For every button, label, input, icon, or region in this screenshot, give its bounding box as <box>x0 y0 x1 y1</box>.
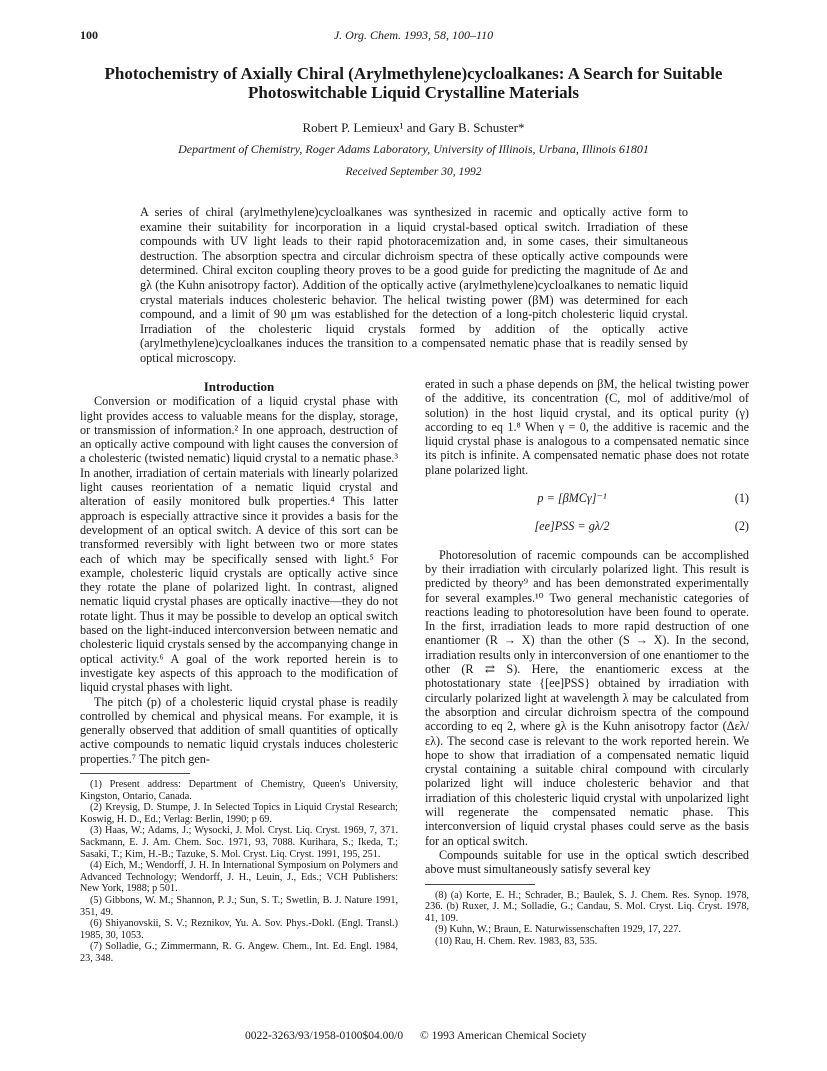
footnote: (3) Haas, W.; Adams, J.; Wysocki, J. Mol. Cryst. Liq. Cryst. 1969, 7, 371. Sackmann, E. J. Am. Chem. Soc. 1971, 93, 7088. Kurihara, S.; Ikeda, T.; Sasaki, T.; Kim, H.-B.; Tazuke, S. Mol. Cryst. Liq. Cryst. 1991, 195, 251. <box>80 825 398 860</box>
running-header <box>80 28 747 44</box>
footnote: (5) Gibbons, W. M.; Shannon, P. J.; Sun, S. T.; Swetlin, B. J. Nature 1991, 351, 49. <box>80 894 398 918</box>
intro-paragraph-2: The pitch (p) of a cholesteric liquid crystal phase is readily controlled by chemical and physical means. For example, it is generally observed that addition of small quantities of optically active compounds to nematic liquid crystals induces cholesteric properties.⁷ The pitch gen- <box>80 694 398 766</box>
footnote: (8) (a) Korte, E. H.; Schrader, B.; Baulek, S. J. Chem. Res. Synop. 1978, 236. (b) Ruxer, J. M.; Solladie, G.; Candau, S. Mol. Cryst. Liq. Cryst. 1978, 41, 109. <box>425 889 749 924</box>
equation-2 <box>425 519 749 533</box>
footnote: (10) Rau, H. Chem. Rev. 1983, 83, 535. <box>435 935 598 947</box>
page-footer <box>80 1030 747 1046</box>
abstract: A series of chiral (arylmethylene)cycloalkanes was synthesized in racemic and optically active form to examine their suitability for incorporation in a liquid crystal-based optical switch. Irradiation of these compounds with UV light leads to their rapid photoracemization and, in some cases, their simultaneous destruction. The absorption spectra and circular dichroism spectra of these optically active compounds were determined. Chiral exciton coupling theory proves to be a good guide for predicting the magnitude of Δε and gλ (the Kuhn anisotropy factor). Addition of the optically active (arylmethylene)cycloalkanes to nematic liquid crystal materials induces cholesteric behavior. The helical twisting power (βM) was determined for each compound, and a limit of 90 μm was established for the detection of a long-pitch cholesteric liquid crystal. Irradiation of the cholesteric liquid crystals formed by addition of the optically active (arylmethylene)cycloalkanes induces the transition to a compensated nematic phase that is readily sensed by optical microscopy. <box>140 205 688 365</box>
footnote: (6) Shiyanovskii, S. V.; Reznikov, Yu. A. Sov. Phys.-Dokl. (Engl. Transl.) 1985, 30, 1053. <box>80 918 398 941</box>
equation-1-number: (1) <box>734 491 749 506</box>
equation-1-formula: p = [βMCγ]⁻¹ <box>537 491 607 506</box>
body-paragraph: erated in such a phase depends on βM, the helical twisting power of the additive, its concentration (C, mol of additive/mol of solution) in the host liquid crystal, and its optical purity (γ) according to eq 1.⁸ When γ = 0, the additive is racemic and the liquid crystal phase is analogous to a compensated nematic since its pitch is infinite. A compensated nematic phase does not rotate plane polarized light. <box>425 377 749 477</box>
body-paragraph: Photoresolution of racemic compounds can be accomplished by their irradiation with circularly polarized light. This result is predicted by theory⁹ and has been demonstrated experimentally for several examples.¹⁰ Two general mechanistic categories of reactions leading to photoresolution have been found to operate. In the first, irradiation leads to more rapid destruction of one enantiomer (R → X) than the other (S → X). In the second, irradiation results only in interconversion of one enantiomer to the other (R ⇄ S). Here, the enantiomeric excess at the photostationary state {[ee]PSS} obtained by irradiation with circularly polarized light at wavelength λ may be calculated from the absorption and circular dichroism spectra of the compound according to eq 2, where gλ is the Kuhn anisotropy factor (Δελ/ελ). The second case is relevant to the work reported herein. We hope to show that irradiation of a compensated nematic liquid crystal containing a suitable chiral compound with circularly polarized light will induce cholesteric behavior and that irradiation of this cholesteric liquid crystal with unpolarized light will regenerate the compensated nematic phase. This interconversion of liquid crystal phases could serve as the basis for an optical switch. <box>425 547 749 848</box>
intro-paragraph-1: Conversion or modification of a liquid crystal phase with light provides access to valuable means for the display, storage, or transmission of information.² In one approach, destruction of an optically active compound with light causes the conversion of a cholesteric (twisted nematic) liquid crystal to a nematic phase.³ In another, irradiation of certain materials with linearly polarized light causes reorientation of a nematic liquid crystal and alteration of easily monitored bulk properties.⁴ This latter approach is especially attractive since it provides a basis for the development of an optical switch. A device of this sort can be transformed reversibly with light between two or more states each of which may be specifically sensed with light.⁵ For example, cholesteric liquid crystals are optically active since they rotate the plane of polarized light. In contrast, aligned nematic liquid crystal phases are optically inactive—they do not rotate light. Thus it may be possible to develop an optical switch based on the light-induced interconversion between nematic and cholesteric liquid crystals sensed by the accompanying change in optical activity.⁶ A goal of the work reported herein is to investigate key aspects of this approach to the modification of liquid crystal phases with light. <box>80 394 398 695</box>
footnote-rule <box>425 884 535 885</box>
footnotes-right <box>425 890 749 948</box>
equation-2-formula: [ee]PSS = gλ/2 <box>534 519 610 534</box>
footnote: (1) Present address: Department of Chemistry, Queen's University, Kingston, Ontario, Canada. <box>80 779 398 802</box>
footnote: (9) Kuhn, W.; Braun, E. Naturwissenschaften 1929, 17, 227. <box>435 924 681 936</box>
footnote: (2) Kreysig, D. Stumpe, J. In Selected Topics in Liquid Crystal Research; Koswig, H. D., Ed.; Verlag: Berlin, 1990; p 69. <box>80 802 398 825</box>
page-number: 100 <box>80 28 98 42</box>
authors: Robert P. Lemieux¹ and Gary B. Schuster* <box>302 120 525 135</box>
equation-2-number: (2) <box>734 519 749 534</box>
article-code: 0022-3263/93/1958-0100$04.00/0 <box>245 1030 404 1042</box>
received-date: Received September 30, 1992 <box>345 166 482 178</box>
journal-citation: J. Org. Chem. 1993, 58, 100–110 <box>333 28 494 42</box>
article-title: Photochemistry of Axially Chiral (Arylmethylene)cycloalkanes: A Search for Suitable Photoswitchable Liquid Crystalline Materials <box>104 64 723 102</box>
affiliation: Department of Chemistry, Roger Adams Laboratory, University of Illinois, Urbana, Illinois 61801 <box>178 142 649 156</box>
footnote: (4) Eich, M.; Wendorff, J. H. In International Symposium on Polymers and Advanced Technology; Wendorff, J. H., Leuin, J., Eds.; VCH Publishers: New York, 1988; p 501. <box>80 860 398 895</box>
footnote-rule <box>80 773 190 774</box>
copyright: © 1993 American Chemical Society <box>420 1030 587 1042</box>
left-column <box>80 380 398 965</box>
section-heading-introduction: Introduction <box>203 379 275 394</box>
equation-1 <box>425 491 749 505</box>
right-column <box>425 377 749 947</box>
footnotes-left <box>80 779 398 965</box>
footnote: (7) Solladie, G.; Zimmermann, R. G. Angew. Chem., Int. Ed. Engl. 1984, 23, 348. <box>80 941 398 964</box>
body-paragraph: Compounds suitable for use in the optical swtich described above must simultaneously satisfy several key <box>425 847 749 877</box>
